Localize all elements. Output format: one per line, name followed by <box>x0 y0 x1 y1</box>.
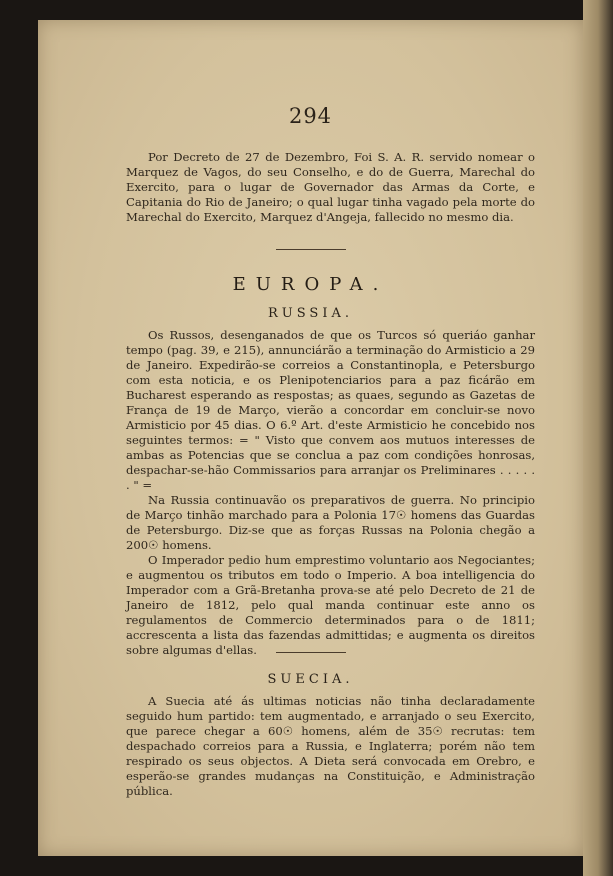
separator-rule-1 <box>276 249 346 250</box>
russia-paragraph: Os Russos, desenganados de que os Turcos só queriáo ganhar tempo (pag. 39, e 215), annunciárão a terminação do Armisticio a 29 de Janeiro. Expedirão-se correios a Constantinopla, e Petersburgo com esta noticia, e os Plenipotenciarios para a paz ficárão em Bucharest esperando as respostas; as quaes, segundo as Gazetas de França de 19 de Março, vierão a concordar em concluir-se novo Armisticio por 45 dias. O 6.º Art. d'este Armisticio he concebido nos seguintes termos: = " Visto que convem aos mutuos interesses de ambas as Potencias que se conclua a paz com condições honrosas, despachar-se-hão Commissarios para arranjar os Preliminares . . . . . . " = <box>126 328 535 492</box>
decree-text: Por Decreto de 27 de Dezembro, Foi S. A. R. servido nomear o Marquez de Vagos, do seu Conselho, e do de Guerra, Marechal do Exercito, para o lugar de Governador das Armas da Corte, e Capitania do Rio de Janeiro; o qual lugar tinha vagado pela morte do Marechal do Exercito, Marquez d'Angeja, fallecido no mesmo dia. <box>126 150 535 224</box>
russia-paragraph: Na Russia continuavão os preparativos de guerra. No principio de Março tinhão marchado para a Polonia 17☉ homens das Guardas de Petersburgo. Diz-se que as forças Russas na Polonia chegão a 200☉ homens. <box>126 493 535 552</box>
section-title-europa: EUROPA. <box>232 274 389 295</box>
page-number: 294 <box>288 104 333 128</box>
decree-paragraph <box>126 150 535 225</box>
book-spine <box>583 0 613 876</box>
suecia-section <box>126 694 535 799</box>
separator-rule-2 <box>276 652 346 653</box>
russia-section <box>126 328 535 658</box>
subsection-title-suecia: SUECIA. <box>267 672 354 687</box>
russia-paragraph: O Imperador pedio hum emprestimo voluntario aos Negociantes; e augmentou os tributos em todo o Imperio. A boa intelligencia do Imperador com a Grã-Bretanha prova-se até pelo Decreto de 21 de Janeiro de 1812, pelo qual manda continuar este anno os regulamentos de Commercio determinados para o de 1811; accrescenta a lista das fazendas admittidas; e augmenta os direitos sobre algumas d'ellas. <box>126 553 535 657</box>
book-page <box>38 20 583 856</box>
suecia-paragraph: A Suecia até ás ultimas noticias não tinha declaradamente seguido hum partido: tem augmentado, e arranjado o seu Exercito, que parece chegar a 60☉ homens, além de 35☉ recrutas: tem despachado correios para a Russia, e Inglaterra; porém não tem respirado os seus objectos. A Dieta será convocada em Orebro, e esperão-se grandes mudanças na Constituição, e Administração pública. <box>126 694 535 798</box>
subsection-title-russia: RUSSIA. <box>268 306 353 321</box>
